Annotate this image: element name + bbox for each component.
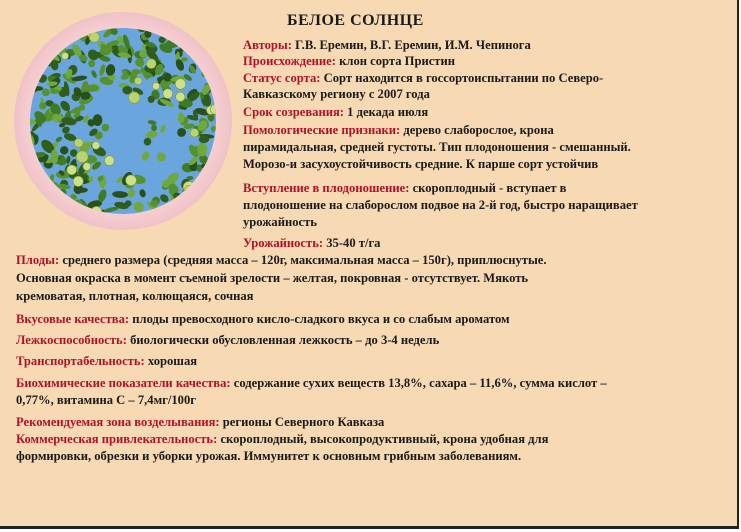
variety-title: БЕЛОЕ СОЛНЦЕ	[287, 12, 424, 29]
biochem-value-1: содержание сухих веществ 13,8%, сахара – 11,6%, сумма кислот –	[233, 376, 607, 390]
pomological-line-2	[243, 139, 631, 155]
apple	[176, 92, 185, 101]
leaf	[35, 195, 43, 211]
zone-label: Рекомендуемая зона возделывания:	[16, 415, 220, 429]
apple	[67, 165, 77, 175]
origin-value: клон сорта Пристин	[339, 54, 456, 68]
pomological-value-3: Морозо-и засухоустойчивость средние. К парше сорт устойчив	[243, 157, 599, 171]
bearing-line-1	[243, 180, 566, 196]
status-line-2	[243, 86, 430, 102]
pomological-line-1	[243, 122, 554, 138]
origin-label: Происхождение:	[243, 54, 336, 68]
taste-line	[16, 311, 510, 327]
fruits-value-1: среднего размера (средняя масса – 120г, максимальная масса – 150г), приплюснутые.	[62, 253, 547, 267]
keeping-line	[16, 332, 439, 348]
apple	[83, 163, 91, 171]
biochem-label: Биохимические показатели качества:	[16, 376, 231, 390]
pomological-line-3	[243, 156, 598, 172]
taste-value: плоды превосходного кисло-сладкого вкуса и со слабым ароматом	[132, 312, 510, 326]
commercial-value-2: формировки, обрезки и уборки урожая. Иммунитет к основным грибным заболеваниям.	[16, 449, 522, 463]
keeping-label: Лежкоспособность:	[16, 333, 127, 347]
authors-label: Авторы:	[243, 38, 292, 52]
leaf	[198, 201, 206, 209]
leaf	[195, 204, 202, 211]
apple	[126, 175, 137, 186]
keeping-value: биологически обусловленная лежкость – до 3-4 недель	[130, 333, 440, 347]
apple	[163, 89, 173, 99]
apple-tree-photo	[30, 28, 216, 214]
commercial-label: Коммерческая привлекательность:	[16, 432, 218, 446]
authors-value: Г.В. Еремин, В.Г. Еремин, И.М. Чепинога	[295, 38, 531, 52]
bearing-value-3: урожайность	[243, 215, 317, 229]
bearing-value-1: скороплодный - вступает в	[412, 181, 567, 195]
leaf	[200, 204, 215, 214]
fruits-value-3: кремоватая, плотная, колющаяся, сочная	[16, 289, 254, 303]
biochem-value-2: 0,77%, витамина С – 7,4мг/100г	[16, 393, 196, 407]
apple	[89, 32, 99, 42]
yield-label: Урожайность:	[243, 236, 324, 250]
origin-line	[243, 53, 455, 69]
leaf	[162, 180, 169, 188]
fruits-label: Плоды:	[16, 253, 60, 267]
apple	[190, 129, 199, 138]
yield-value: 35-40 т/га	[326, 236, 381, 250]
status-value-2: Кавказскому региону с 2007 года	[243, 87, 430, 101]
biochem-line-1	[16, 375, 607, 391]
commercial-line-2	[16, 448, 521, 464]
apple	[175, 79, 186, 90]
apple	[62, 52, 69, 59]
apple	[134, 77, 142, 85]
fruits-line-1	[16, 252, 547, 268]
bearing-line-2	[243, 197, 638, 213]
bearing-line-3	[243, 214, 317, 230]
apple	[73, 176, 83, 186]
leaf	[203, 192, 216, 209]
ripening-label: Срок созревания:	[243, 105, 344, 119]
status-line-1	[243, 70, 603, 86]
apple	[74, 138, 83, 147]
apple	[202, 203, 210, 211]
ripening-value: 1 декада июля	[347, 105, 429, 119]
bearing-label: Вступление в плодоношение:	[243, 181, 410, 195]
fruits-value-2: Основная окраска в момент съемной зрелости – желтая, покровная - отсутствует. Мякоть	[16, 271, 529, 285]
leaf	[30, 28, 37, 37]
leaf	[31, 32, 40, 46]
taste-label: Вкусовые качества:	[16, 312, 130, 326]
pomological-label: Помологические признаки:	[243, 123, 401, 137]
apple	[76, 151, 88, 163]
biochem-line-2	[16, 392, 196, 408]
fruits-line-3	[16, 288, 253, 304]
leaf	[209, 28, 216, 35]
leaf	[207, 28, 216, 38]
authors-line	[243, 37, 531, 53]
zone-line	[16, 414, 384, 430]
fruits-line-2	[16, 270, 528, 286]
yield-line	[243, 235, 380, 251]
apple	[152, 82, 159, 89]
apple	[92, 142, 100, 150]
leaf	[30, 209, 38, 214]
transport-line	[16, 353, 197, 369]
transport-value: хорошая	[147, 354, 198, 368]
ripening-line	[243, 104, 428, 120]
commercial-line-1	[16, 431, 548, 447]
leaf	[38, 202, 49, 214]
apple	[129, 92, 140, 103]
apple	[146, 59, 156, 69]
bearing-value-2: плодоношение на слаборослом подвое на 2-й год, быстро наращивает	[243, 198, 638, 212]
status-label: Статус сорта:	[243, 71, 321, 85]
apple	[105, 156, 115, 166]
pomological-value-2: пирамидальная, средней густоты. Тип плодоношения - смешанный.	[243, 140, 631, 154]
zone-value: регионы Северного Кавказа	[222, 415, 385, 429]
status-value-1: Сорт находится в госсортоиспытании по Северо-	[323, 71, 604, 85]
commercial-value-1: скороплодный, высокопродуктивный, крона удобная для	[220, 432, 549, 446]
pomological-value-1: дерево слаборослое, крона	[403, 123, 554, 137]
transport-label: Транспортабельность:	[16, 354, 145, 368]
